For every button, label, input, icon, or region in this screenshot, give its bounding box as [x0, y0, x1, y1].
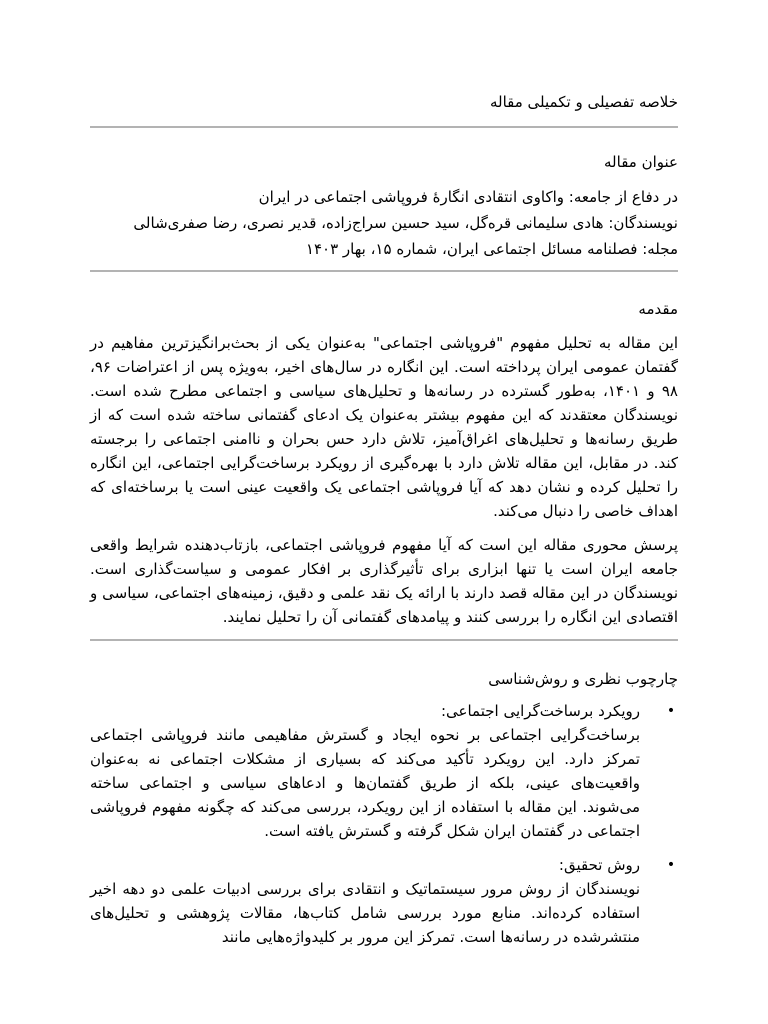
bullet-icon: •	[666, 703, 676, 719]
article-info-heading: عنوان مقاله	[604, 153, 678, 171]
list-item-title: روش تحقیق:	[558, 856, 640, 874]
list-item-text: برساخت‌گرایی اجتماعی بر نحوه ایجاد و گسترش مفاهیمی مانند فروپاشی اجتماعی تمرکز دارد. این رویکرد تأکید می‌کند که بسیاری از مشکلات اجتماعی نه به‌عنوان واقعیت‌های عینی، بلکه از طریق گفتمان‌ها و ادعاهای سیاسی و اجتماعی ساخته می‌شوند. این مقاله با استفاده از این رویکرد، بررسی می‌کند که چگونه مفهوم فروپاشی اجتماعی در گفتمان ایران شکل گرفته و گسترش یافته است.	[90, 726, 640, 840]
journal-line: مجله: فصلنامه مسائل اجتماعی ایران، شماره ۱۵، بهار ۱۴۰۳	[305, 240, 678, 258]
article-title-line: در دفاع از جامعه: واکاوی انتقادی انگارهٔ فروپاشی اجتماعی در ایران	[258, 188, 678, 206]
introduction-paragraph: این مقاله به تحلیل مفهوم "فروپاشی اجتماعی" به‌عنوان یکی از بحث‌برانگیزترین مفاهیم در گفتمان عمومی ایران پرداخته است. این انگاره در سال‌های اخیر، به‌ویژه پس از اعتراضات ۹۶، ۹۸ و ۱۴۰۱، به‌طور گسترده در رسانه‌ها و تحلیل‌های سیاسی و اجتماعی مطرح شده است. نویسندگان معتقدند که این مفهوم بیشتر به‌عنوان یک ادعای گفتمانی ساخته شده است که از طریق رسانه‌ها و تحلیل‌های اغراق‌آمیز، تلاش دارد حس بحران و ناامنی اجتماعی را برجسته کند. در مقابل، این مقاله تلاش دارد با بهره‌گیری از رویکرد برساخت‌گرایی اجتماعی، این انگاره را تحلیل کرده و نشان دهد که آیا فروپاشی اجتماعی یک واقعیت عینی است یا برساخته‌ای که اهداف خاصی را دنبال می‌کند.	[90, 334, 678, 520]
divider	[90, 126, 678, 128]
introduction-heading: مقدمه	[638, 300, 678, 318]
framework-heading: چارچوب نظری و روش‌شناسی	[488, 670, 678, 688]
divider	[90, 270, 678, 272]
framework-list	[90, 699, 678, 949]
authors-line: نویسندگان: هادی سلیمانی قره‌گل، سید حسین سراج‌زاده، قدیر نصری، رضا صفری‌شالی	[133, 214, 678, 232]
introduction-paragraph: پرسش محوری مقاله این است که آیا مفهوم فروپاشی اجتماعی، بازتاب‌دهنده شرایط واقعی جامعه ایران است یا تنها ابزاری برای تأثیرگذاری بر افکار عمومی و سیاست‌گذاری است. نویسندگان در این مقاله قصد دارند با ارائه یک نقد علمی و دقیق، زمینه‌های اجتماعی، سیاسی و اقتصادی این انگاره را بررسی کنند و پیامدهای گفتمانی آن را تحلیل نمایند.	[90, 536, 678, 626]
list-item	[90, 699, 678, 843]
introduction-section	[90, 297, 678, 629]
bullet-icon: •	[666, 857, 676, 873]
list-item	[90, 853, 678, 949]
list-item-title: رویکرد برساخت‌گرایی اجتماعی:	[440, 702, 640, 720]
document-title: خلاصه تفصیلی و تکمیلی مقاله	[489, 93, 678, 111]
list-item-text: نویسندگان از روش مرور سیستماتیک و انتقادی برای بررسی ادبیات علمی دو دهه اخیر استفاده کرده‌اند. منابع مورد بررسی شامل کتاب‌ها، مقالات پژوهشی و تحلیل‌های منتشرشده در رسانه‌ها است. تمرکز این مرور بر کلیدواژه‌هایی مانند	[90, 880, 640, 946]
framework-section	[90, 667, 678, 949]
divider	[90, 639, 678, 641]
article-info-section	[90, 150, 678, 262]
